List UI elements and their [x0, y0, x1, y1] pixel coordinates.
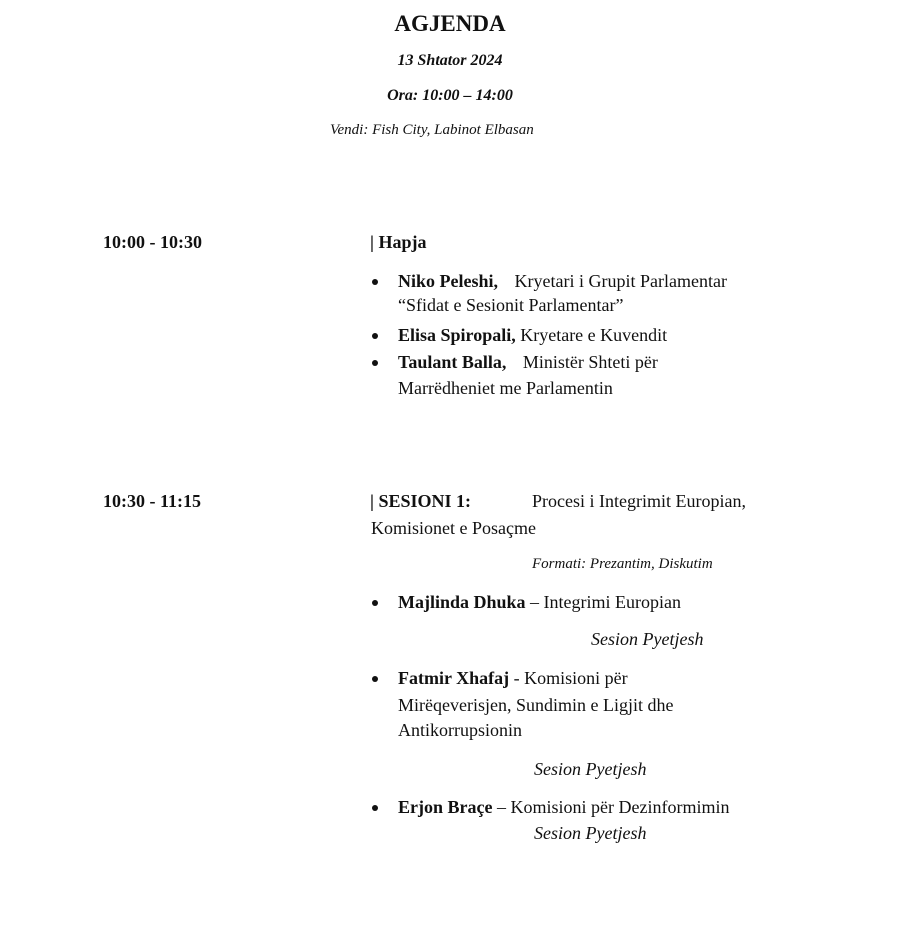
section-heading: | SESIONI 1: [370, 491, 471, 511]
speaker-name: Erjon Braçe [398, 797, 493, 817]
list-item [398, 324, 667, 346]
bullet-icon [372, 360, 378, 366]
agenda-title: AGJENDA [394, 11, 506, 36]
list-item [398, 351, 658, 373]
section-heading: | Hapja [370, 232, 427, 252]
speaker-role-cont: Antikorrupsionin [398, 720, 522, 740]
agenda-time: Ora: 10:00 – 14:00 [387, 87, 513, 104]
section-subtitle-cont: Komisionet e Posaçme [371, 518, 536, 538]
agenda-venue: Vendi: Fish City, Labinot Elbasan [330, 122, 534, 138]
bullet-icon [372, 600, 378, 606]
session-format: Formati: Prezantim, Diskutim [532, 556, 713, 572]
list-item [398, 591, 681, 613]
section-subtitle: Procesi i Integrimit Europian, [532, 491, 746, 511]
speaker-role-cont: Marrëdheniet me Parlamentin [398, 378, 613, 398]
list-item [398, 796, 729, 818]
speaker-name: Fatmir Xhafaj [398, 668, 510, 688]
list-item [398, 270, 727, 292]
speaker-name: Niko Peleshi, [398, 271, 499, 291]
speaker-role: Ministër Shteti për [522, 352, 658, 372]
speaker-role: - Komisioni për [513, 668, 628, 688]
speaker-name: Taulant Balla, [398, 352, 507, 372]
speaker-role: Kryetare e Kuvendit [520, 325, 668, 345]
agenda-date: 13 Shtator 2024 [397, 52, 503, 69]
bullet-icon [372, 333, 378, 339]
time-slot: 10:00 - 10:30 [103, 232, 202, 252]
qa-session: Sesion Pyetjesh [591, 629, 704, 649]
speaker-role: – Integrimi Europian [530, 592, 682, 612]
speaker-topic: “Sfidat e Sesionit Parlamentar” [398, 295, 624, 315]
speaker-name: Majlinda Dhuka [398, 592, 526, 612]
bullet-icon [372, 279, 378, 285]
speaker-role-cont: Mirëqeverisjen, Sundimin e Ligjit dhe [398, 695, 674, 715]
speaker-name: Elisa Spiropali, [398, 325, 516, 345]
list-item [398, 667, 628, 689]
bullet-icon [372, 676, 378, 682]
time-slot: 10:30 - 11:15 [103, 491, 201, 511]
speaker-role: Kryetari i Grupit Parlamentar [514, 271, 727, 291]
bullet-icon [372, 805, 378, 811]
speaker-role: – Komisioni për Dezinformimin [496, 797, 730, 817]
qa-session: Sesion Pyetjesh [534, 759, 647, 779]
qa-session: Sesion Pyetjesh [534, 823, 647, 843]
